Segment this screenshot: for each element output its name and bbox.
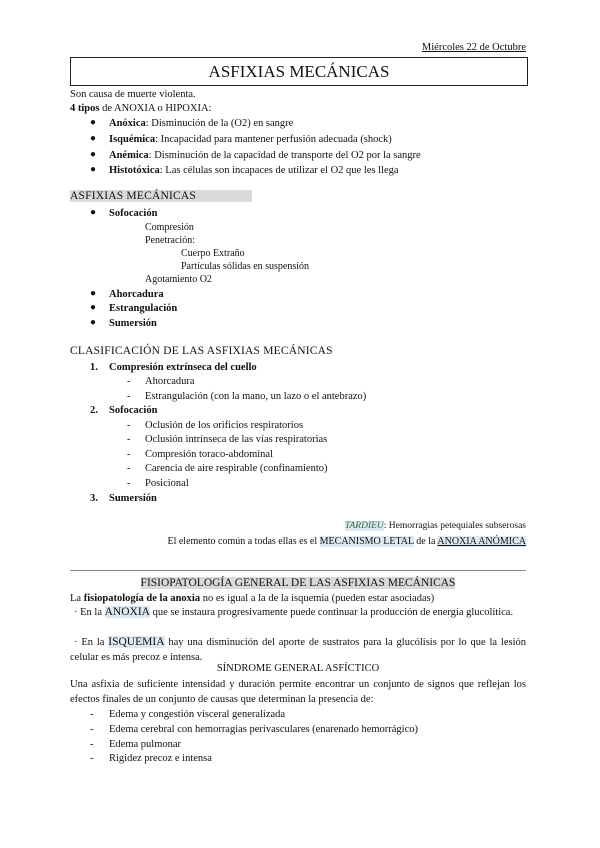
dash-icon: - <box>127 449 131 460</box>
bullet-icon: ● <box>90 133 97 144</box>
p2-c: que se instaura progresivamente puede continuar la producción de energía glucolítica. <box>149 607 514 618</box>
sumersion-label: Sumersión <box>109 318 157 329</box>
p3-c: hay una disminución del aporte de sustratos para la glucólisis por lo que la lesión celular es más precoz e intensa. <box>70 637 526 663</box>
elemento-de: de la <box>413 536 438 547</box>
signo-item: Rigidez precoz e intensa <box>109 753 212 764</box>
type-item <box>109 164 399 177</box>
date-label: Miércoles 22 de Octubre <box>421 42 526 53</box>
p2-b: ANOXIA <box>104 606 150 618</box>
list-number: 1. <box>90 362 98 373</box>
mecanismo-letal: MECANISMO LETAL <box>319 536 414 547</box>
p1-a: La <box>70 593 84 604</box>
type-desc: : Disminución de la (O2) en sangre <box>145 118 294 129</box>
elemento-comun <box>167 535 526 548</box>
sindrome-heading: SÍNDROME GENERAL ASFÍCTICO <box>216 663 380 674</box>
type-item <box>109 133 392 146</box>
dash-icon: - <box>127 478 131 489</box>
dash-icon: - <box>90 753 94 764</box>
sub-item: Carencia de aire respirable (confinamiento) <box>145 463 328 474</box>
bullet-icon: ● <box>90 164 97 175</box>
bullet-icon: ● <box>90 117 97 128</box>
bullet-icon: ● <box>90 207 97 218</box>
sub-item: Ahorcadura <box>145 376 195 387</box>
sub-item: Oclusión intrínseca de las vías respiratorias <box>145 434 328 445</box>
tipos-line <box>70 102 211 115</box>
sub-item: Posicional <box>145 478 189 489</box>
divider <box>70 570 526 571</box>
dash-icon: - <box>127 391 131 402</box>
dash-icon: - <box>90 709 94 720</box>
dash-icon: - <box>127 420 131 431</box>
p3-a: · En la <box>74 637 109 648</box>
type-item <box>109 149 421 162</box>
dash-icon: - <box>90 724 94 735</box>
type-item <box>109 117 293 130</box>
type-term: Histotóxica <box>109 165 160 176</box>
bullet-icon: ● <box>90 288 97 299</box>
sofocacion-label: Sofocación <box>109 208 158 219</box>
anoxia-anomica: ANOXIA ANÓMICA <box>437 536 526 547</box>
dash-icon: - <box>127 376 131 387</box>
type-term: Anóxica <box>109 118 146 129</box>
list-number: 3. <box>90 493 98 504</box>
dash-icon: - <box>127 434 131 445</box>
sindrome-text: Una asfixia de suficiente intensidad y duración permite encontrar un conjunto de signos que reflejan los efectos finales de un conjunto de causas que determinan la presencia de: <box>70 679 526 705</box>
tipos-rest: de ANOXIA o HIPOXIA: <box>99 103 212 114</box>
type-desc: : Las células son incapaces de utilizar el O2 que les llega <box>159 165 399 176</box>
fisio-p3 <box>70 635 526 665</box>
clasificacion-item: Sumersión <box>109 493 157 504</box>
clasificacion-item: Sofocación <box>109 405 158 416</box>
section-heading-clasificacion: CLASIFICACIÓN DE LAS ASFIXIAS MECÁNICAS <box>70 345 333 357</box>
sub-item: Compresión toraco-abdominal <box>145 449 274 460</box>
ahorcadura-label: Ahorcadura <box>109 289 164 300</box>
sub-item: Estrangulación (con la mano, un lazo o el antebrazo) <box>145 391 367 402</box>
bullet-icon: ● <box>90 302 97 313</box>
tardieu-note <box>345 520 526 533</box>
type-desc: : Incapacidad para mantener perfusión adecuada (shock) <box>155 134 392 145</box>
fisio-p2 <box>70 605 526 620</box>
bullet-icon: ● <box>90 149 97 160</box>
type-desc: : Disminución de la capacidad de transporte del O2 por la sangre <box>148 150 421 161</box>
list-number: 2. <box>90 405 98 416</box>
bullet-icon: ● <box>90 317 97 328</box>
section-heading-fisiopatologia <box>70 577 526 589</box>
clasificacion-item: Compresión extrínseca del cuello <box>109 362 257 373</box>
p2-a: · En la <box>74 607 105 618</box>
p3-b: ISQUEMIA <box>108 636 165 648</box>
p1-b: fisiopatología de la anoxia <box>83 593 201 604</box>
p1-c: no es igual a la de la isquemia (pueden estar asociadas) <box>200 593 435 604</box>
type-term: Anémica <box>109 150 149 161</box>
penetracion-label: Penetración: <box>145 235 195 246</box>
dash-icon: - <box>90 739 94 750</box>
fisio-p1 <box>70 592 434 605</box>
signo-item: Edema cerebral con hemorragias perivasculares (enarenado hemorrágico) <box>109 724 419 735</box>
elemento-pre: El elemento común a todas ellas es el <box>167 536 320 547</box>
estrangulacion-label: Estrangulación <box>109 303 178 314</box>
type-term: Isquémica <box>109 134 156 145</box>
particulas-label: Partículas sólidas en suspensión <box>181 261 310 272</box>
compresion-label: Compresión <box>145 222 194 233</box>
signo-item: Edema pulmonar <box>109 739 182 750</box>
cuerpo-extrano-label: Cuerpo Extraño <box>181 248 245 259</box>
signo-item: Edema y congestión visceral generalizada <box>109 709 286 720</box>
intro-line: Son causa de muerte violenta. <box>70 89 196 100</box>
sub-item: Oclusión de los orificios respiratorios <box>145 420 304 431</box>
fisiopatologia-heading-text: FISIOPATOLOGÍA GENERAL DE LAS ASFIXIAS MECÁNICAS <box>140 577 456 589</box>
page-title: ASFIXIAS MECÁNICAS <box>70 57 528 86</box>
section-heading-asfixias: ASFIXIAS MECÁNICAS <box>70 190 252 202</box>
dash-icon: - <box>127 463 131 474</box>
tardieu-label: TARDIEU <box>344 521 384 531</box>
agotamiento-label: Agotamiento O2 <box>145 274 212 285</box>
tipos-bold: 4 tipos <box>70 103 100 114</box>
tardieu-text: : Hemorragias petequiales subserosas <box>383 521 526 531</box>
